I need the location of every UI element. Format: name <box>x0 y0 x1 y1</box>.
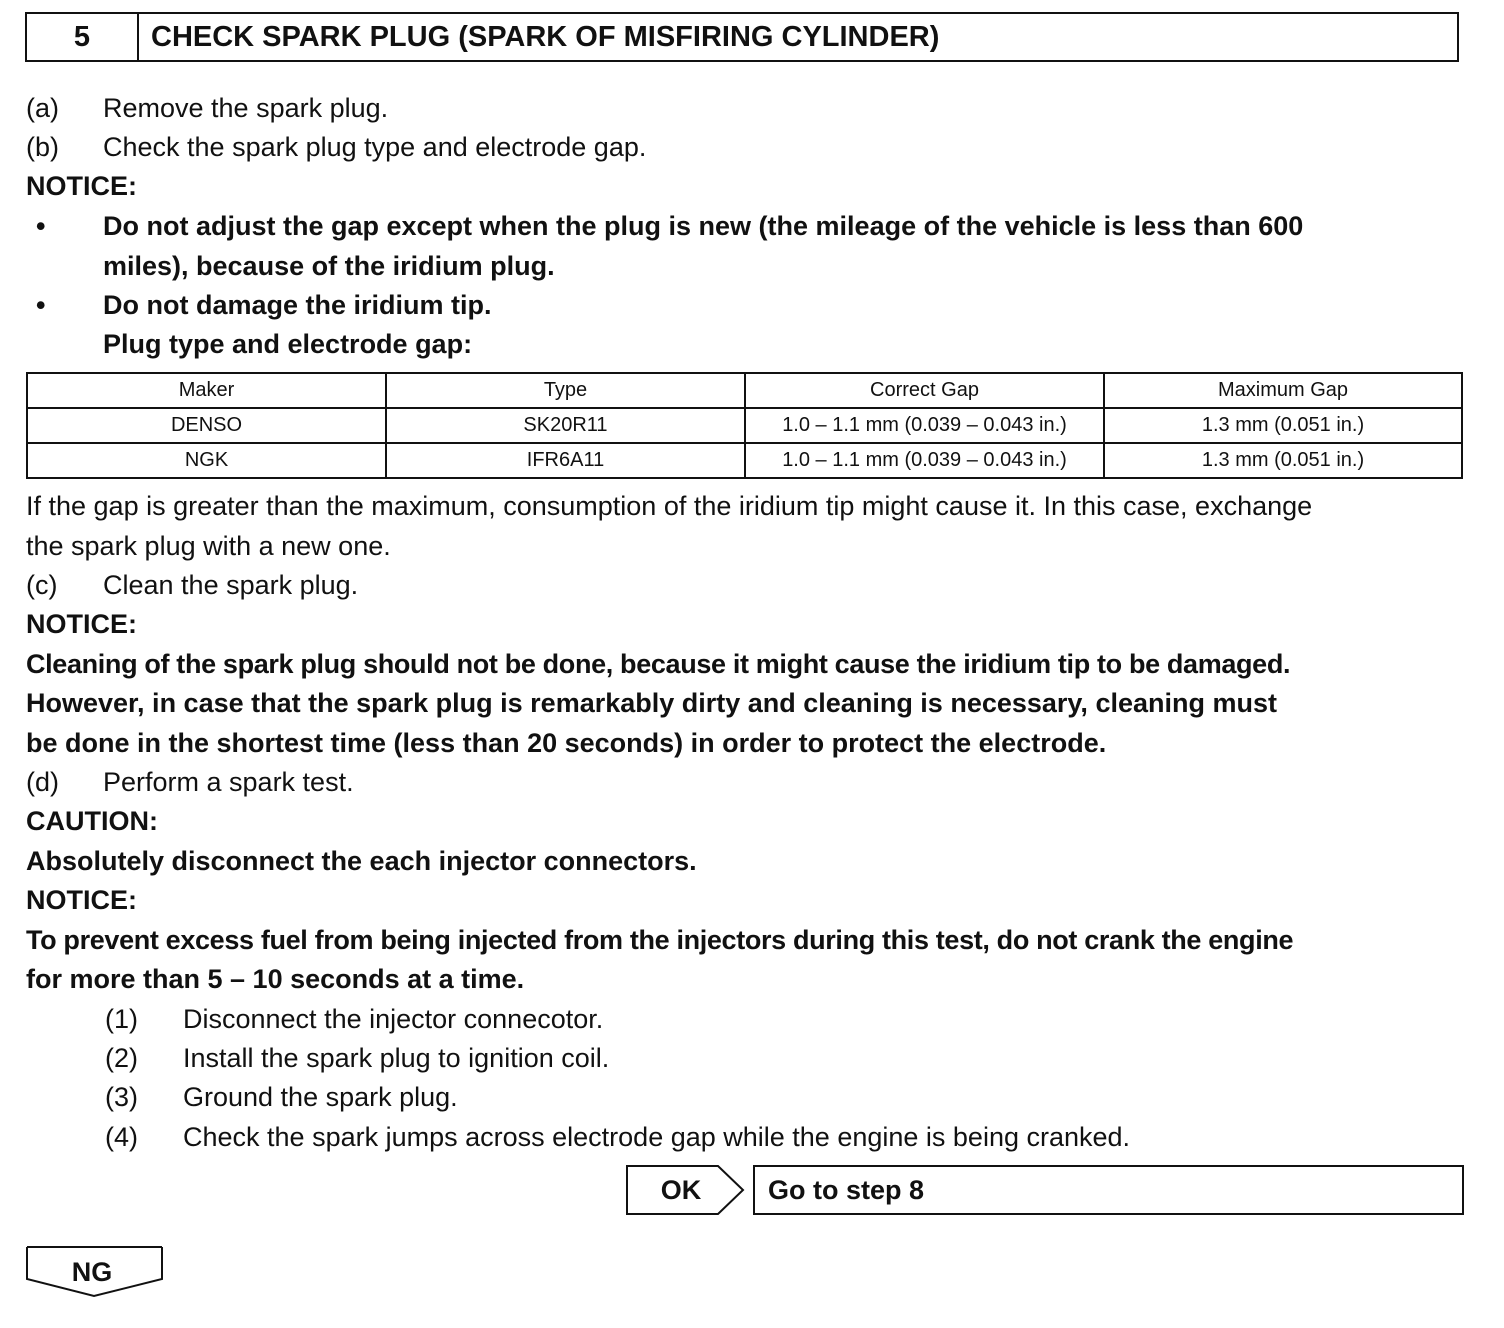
column-header-maker: Maker <box>27 373 386 408</box>
notice-bullet-text: miles), because of the iridium plug. <box>103 251 555 281</box>
table-cell: IFR6A11 <box>386 443 745 478</box>
substep-text: Ground the spark plug. <box>183 1082 458 1112</box>
step-label: (c) <box>26 570 58 600</box>
column-header-type: Type <box>386 373 745 408</box>
step-label: (b) <box>26 132 59 162</box>
table-cell: 1.0 – 1.1 mm (0.039 – 0.043 in.) <box>745 408 1104 443</box>
step-text: Check the spark plug type and electrode gap. <box>103 132 647 162</box>
step-header <box>25 12 1459 62</box>
notice-text-line: However, in case that the spark plug is remarkably dirty and cleaning is necessary, cleaning must <box>26 688 1277 718</box>
caution-text: Absolutely disconnect the each injector connectors. <box>26 846 697 876</box>
step-label: (d) <box>26 767 59 797</box>
substep-label: (1) <box>105 1004 138 1034</box>
ok-result-box <box>626 1165 740 1215</box>
ok-label: OK <box>660 1175 702 1205</box>
table-row <box>27 443 1462 478</box>
ng-label: NG <box>71 1257 113 1287</box>
table-cell: 1.3 mm (0.051 in.) <box>1104 408 1462 443</box>
bullet-icon: • <box>36 211 46 241</box>
table-header-row <box>27 373 1462 408</box>
caution-heading: CAUTION: <box>26 806 158 836</box>
substep-label: (3) <box>105 1082 138 1112</box>
ng-result-box <box>26 1246 163 1298</box>
table-cell: DENSO <box>27 408 386 443</box>
table-row <box>27 408 1462 443</box>
notice-text-line: To prevent excess fuel from being injected from the injectors during this test, do not crank the engine <box>26 925 1294 955</box>
notice-text-line: for more than 5 – 10 seconds at a time. <box>26 964 525 994</box>
step-title: CHECK SPARK PLUG (SPARK OF MISFIRING CYLINDER) <box>151 21 940 53</box>
bullet-icon: • <box>36 290 46 320</box>
column-header-maximum-gap: Maximum Gap <box>1104 373 1462 408</box>
notice-text-line: Cleaning of the spark plug should not be done, because it might cause the iridium tip to be damaged. <box>26 649 1291 679</box>
step-number: 5 <box>27 14 139 60</box>
substep-text: Check the spark jumps across electrode gap while the engine is being cranked. <box>183 1122 1131 1152</box>
notice-heading: NOTICE: <box>26 885 137 915</box>
step-text: Clean the spark plug. <box>103 570 359 600</box>
table-cell: 1.0 – 1.1 mm (0.039 – 0.043 in.) <box>745 443 1104 478</box>
notice-heading: NOTICE: <box>26 609 137 639</box>
step-text: Remove the spark plug. <box>103 93 389 123</box>
notice-heading-text: NOTICE: <box>26 171 137 201</box>
table-cell: NGK <box>27 443 386 478</box>
table-cell: 1.3 mm (0.051 in.) <box>1104 443 1462 478</box>
spec-heading-text: Plug type and electrode gap: <box>103 329 473 359</box>
notice-bullet-text: Do not adjust the gap except when the plug is new (the mileage of the vehicle is less than 600 <box>103 211 1304 241</box>
spark-plug-spec-table <box>26 372 1463 479</box>
column-header-correct-gap: Correct Gap <box>745 373 1104 408</box>
substep-text: Install the spark plug to ignition coil. <box>183 1043 610 1073</box>
notice-text-line: be done in the shortest time (less than 20 seconds) in order to protect the electrode. <box>26 728 1107 758</box>
substep-text: Disconnect the injector connecotor. <box>183 1004 604 1034</box>
gap-note-line: If the gap is greater than the maximum, consumption of the iridium tip might cause it. In this case, exchange <box>26 491 1313 521</box>
substep-label: (4) <box>105 1122 138 1152</box>
substep-label: (2) <box>105 1043 138 1073</box>
step-text: Perform a spark test. <box>103 767 354 797</box>
notice-bullet-text: Do not damage the iridium tip. <box>103 290 492 320</box>
table-cell: SK20R11 <box>386 408 745 443</box>
step-label: (a) <box>26 93 59 123</box>
go-to-step-box: Go to step 8 <box>753 1165 1464 1215</box>
gap-note-line: the spark plug with a new one. <box>26 531 391 561</box>
